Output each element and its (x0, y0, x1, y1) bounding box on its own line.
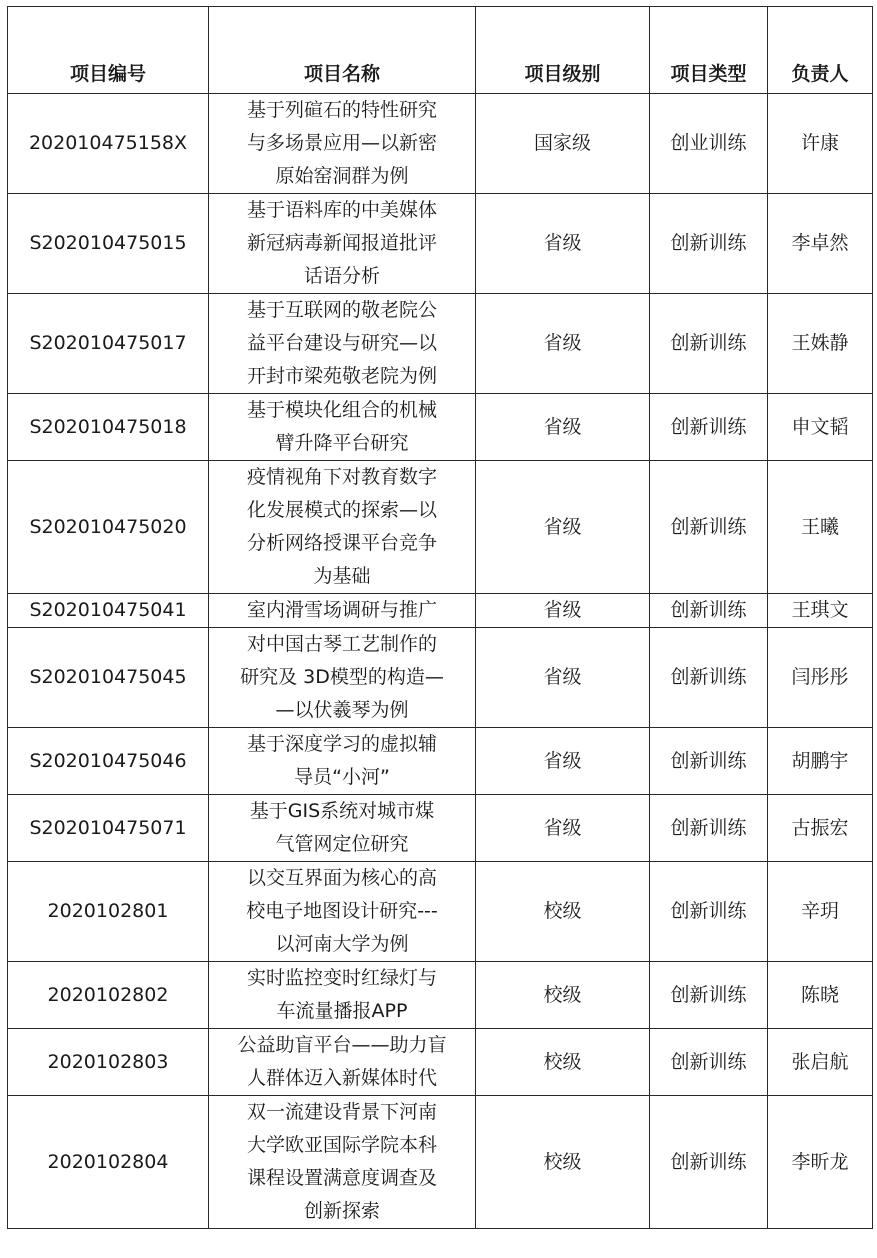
project-name-line: 为基础 (313, 565, 371, 587)
project-name-line: 车流量播报APP (276, 1000, 408, 1022)
project-level-cell: 校级 (476, 1096, 650, 1229)
project-name-cell (209, 594, 476, 628)
table-row (8, 194, 873, 294)
project-name-line: 与多场景应用—以新密 (246, 132, 437, 154)
project-level-cell: 国家级 (476, 94, 650, 194)
project-level-cell: 省级 (476, 294, 650, 394)
project-name-line: 室内滑雪场调研与推广 (246, 599, 437, 621)
project-name-line: 基于互联网的敬老院公 (246, 299, 437, 321)
project-leader-cell: 王姝静 (768, 294, 873, 394)
project-leader-cell: 古振宏 (768, 795, 873, 862)
table-row (8, 394, 873, 461)
project-type-cell: 创新训练 (650, 728, 768, 795)
project-name-cell (209, 294, 476, 394)
project-name-line: 益平台建设与研究—以 (246, 332, 437, 354)
header-type: 项目类型 (650, 7, 768, 94)
project-name-line: 人群体迈入新媒体时代 (246, 1067, 437, 1089)
project-name-cell (209, 728, 476, 795)
project-name-cell (209, 628, 476, 728)
header-name: 项目名称 (209, 7, 476, 94)
project-name-line: 以交互界面为核心的高 (246, 867, 437, 889)
project-level-cell: 省级 (476, 194, 650, 294)
project-type-cell: 创新训练 (650, 1096, 768, 1229)
project-name-line: 新冠病毒新闻报道批评 (246, 232, 437, 254)
project-name-cell (209, 962, 476, 1029)
project-level-cell: 校级 (476, 862, 650, 962)
table-row (8, 294, 873, 394)
project-type-cell: 创新训练 (650, 294, 768, 394)
table-header (8, 7, 873, 94)
project-code-cell: 2020102803 (8, 1029, 209, 1096)
project-name-line: 基于GIS系统对城市煤 (249, 800, 435, 822)
project-level-cell: 省级 (476, 461, 650, 594)
project-leader-cell: 李昕龙 (768, 1096, 873, 1229)
project-name-line: 导员“小河” (294, 766, 390, 788)
project-type-cell: 创新训练 (650, 628, 768, 728)
project-type-cell: 创新训练 (650, 394, 768, 461)
project-name-line: 对中国古琴工艺制作的 (246, 633, 437, 655)
project-name-cell (209, 394, 476, 461)
project-name-line: 话语分析 (303, 265, 380, 287)
project-name-line: 基于列碹石的特性研究 (246, 99, 437, 121)
project-type-cell: 创新训练 (650, 862, 768, 962)
project-name-line: 基于模块化组合的机械 (246, 399, 437, 421)
project-code-cell: S202010475017 (8, 294, 209, 394)
project-name-cell (209, 1096, 476, 1229)
table-row (8, 461, 873, 594)
table-row (8, 594, 873, 628)
project-type-cell: 创新训练 (650, 194, 768, 294)
table-row (8, 628, 873, 728)
project-name-line: 开封市梁苑敬老院为例 (246, 365, 437, 387)
project-name-cell (209, 1029, 476, 1096)
project-name-line: 化发展模式的探索—以 (246, 499, 437, 521)
project-code-cell: S202010475018 (8, 394, 209, 461)
project-name-line: 校电子地图设计研究--- (246, 900, 438, 922)
project-code-cell: 202010475158X (8, 94, 209, 194)
project-leader-cell: 陈晓 (768, 962, 873, 1029)
table-row (8, 728, 873, 795)
project-name-line: —以伏羲琴为例 (275, 699, 409, 721)
project-name-cell (209, 194, 476, 294)
project-level-cell: 省级 (476, 728, 650, 795)
project-code-cell: S202010475020 (8, 461, 209, 594)
project-type-cell: 创业训练 (650, 94, 768, 194)
project-code-cell: 2020102801 (8, 862, 209, 962)
project-code-cell: S202010475071 (8, 795, 209, 862)
table-row (8, 795, 873, 862)
project-code-cell: 2020102802 (8, 962, 209, 1029)
project-level-cell: 省级 (476, 795, 650, 862)
header-row (8, 7, 873, 94)
table-row (8, 962, 873, 1029)
project-leader-cell: 许康 (768, 94, 873, 194)
project-leader-cell: 王琪文 (768, 594, 873, 628)
header-code: 项目编号 (8, 7, 209, 94)
project-name-line: 原始窑洞群为例 (275, 165, 409, 187)
project-type-cell: 创新训练 (650, 1029, 768, 1096)
project-name-line: 创新探索 (303, 1200, 380, 1222)
project-name-line: 气管网定位研究 (275, 833, 409, 855)
project-level-cell: 省级 (476, 594, 650, 628)
project-name-line: 研究及 3D模型的构造— (240, 666, 444, 688)
project-leader-cell: 张启航 (768, 1029, 873, 1096)
project-name-line: 疫情视角下对教育数字 (246, 466, 437, 488)
project-name-line: 双一流建设背景下河南 (246, 1101, 437, 1123)
table-row (8, 1096, 873, 1229)
header-leader: 负责人 (768, 7, 873, 94)
projects-table (7, 6, 873, 1229)
project-leader-cell: 辛玥 (768, 862, 873, 962)
header-level: 项目级别 (476, 7, 650, 94)
project-code-cell: S202010475046 (8, 728, 209, 795)
project-name-line: 公益助盲平台——助力盲 (237, 1034, 447, 1056)
project-name-cell (209, 94, 476, 194)
project-type-cell: 创新训练 (650, 461, 768, 594)
project-leader-cell: 申文韬 (768, 394, 873, 461)
project-name-line: 以河南大学为例 (275, 933, 409, 955)
project-type-cell: 创新训练 (650, 795, 768, 862)
project-name-line: 基于语料库的中美媒体 (246, 199, 437, 221)
project-code-cell: S202010475045 (8, 628, 209, 728)
project-level-cell: 校级 (476, 1029, 650, 1096)
project-code-cell: S202010475041 (8, 594, 209, 628)
project-name-cell (209, 795, 476, 862)
project-name-line: 实时监控变时红绿灯与 (246, 967, 437, 989)
table-row (8, 1029, 873, 1096)
project-name-cell (209, 862, 476, 962)
project-name-cell (209, 461, 476, 594)
project-leader-cell: 闫彤彤 (768, 628, 873, 728)
project-leader-cell: 李卓然 (768, 194, 873, 294)
project-leader-cell: 王曦 (768, 461, 873, 594)
project-name-line: 基于深度学习的虚拟辅 (246, 733, 437, 755)
project-type-cell: 创新训练 (650, 962, 768, 1029)
project-name-line: 臂升降平台研究 (275, 432, 409, 454)
project-code-cell: S202010475015 (8, 194, 209, 294)
project-name-line: 课程设置满意度调查及 (246, 1167, 437, 1189)
project-level-cell: 省级 (476, 394, 650, 461)
table-row (8, 862, 873, 962)
table-row (8, 94, 873, 194)
project-code-cell: 2020102804 (8, 1096, 209, 1229)
project-level-cell: 校级 (476, 962, 650, 1029)
project-leader-cell: 胡鹏宇 (768, 728, 873, 795)
project-name-line: 分析网络授课平台竞争 (246, 532, 437, 554)
project-name-line: 大学欧亚国际学院本科 (246, 1134, 437, 1156)
table-body (8, 94, 873, 1229)
project-type-cell: 创新训练 (650, 594, 768, 628)
project-level-cell: 省级 (476, 628, 650, 728)
